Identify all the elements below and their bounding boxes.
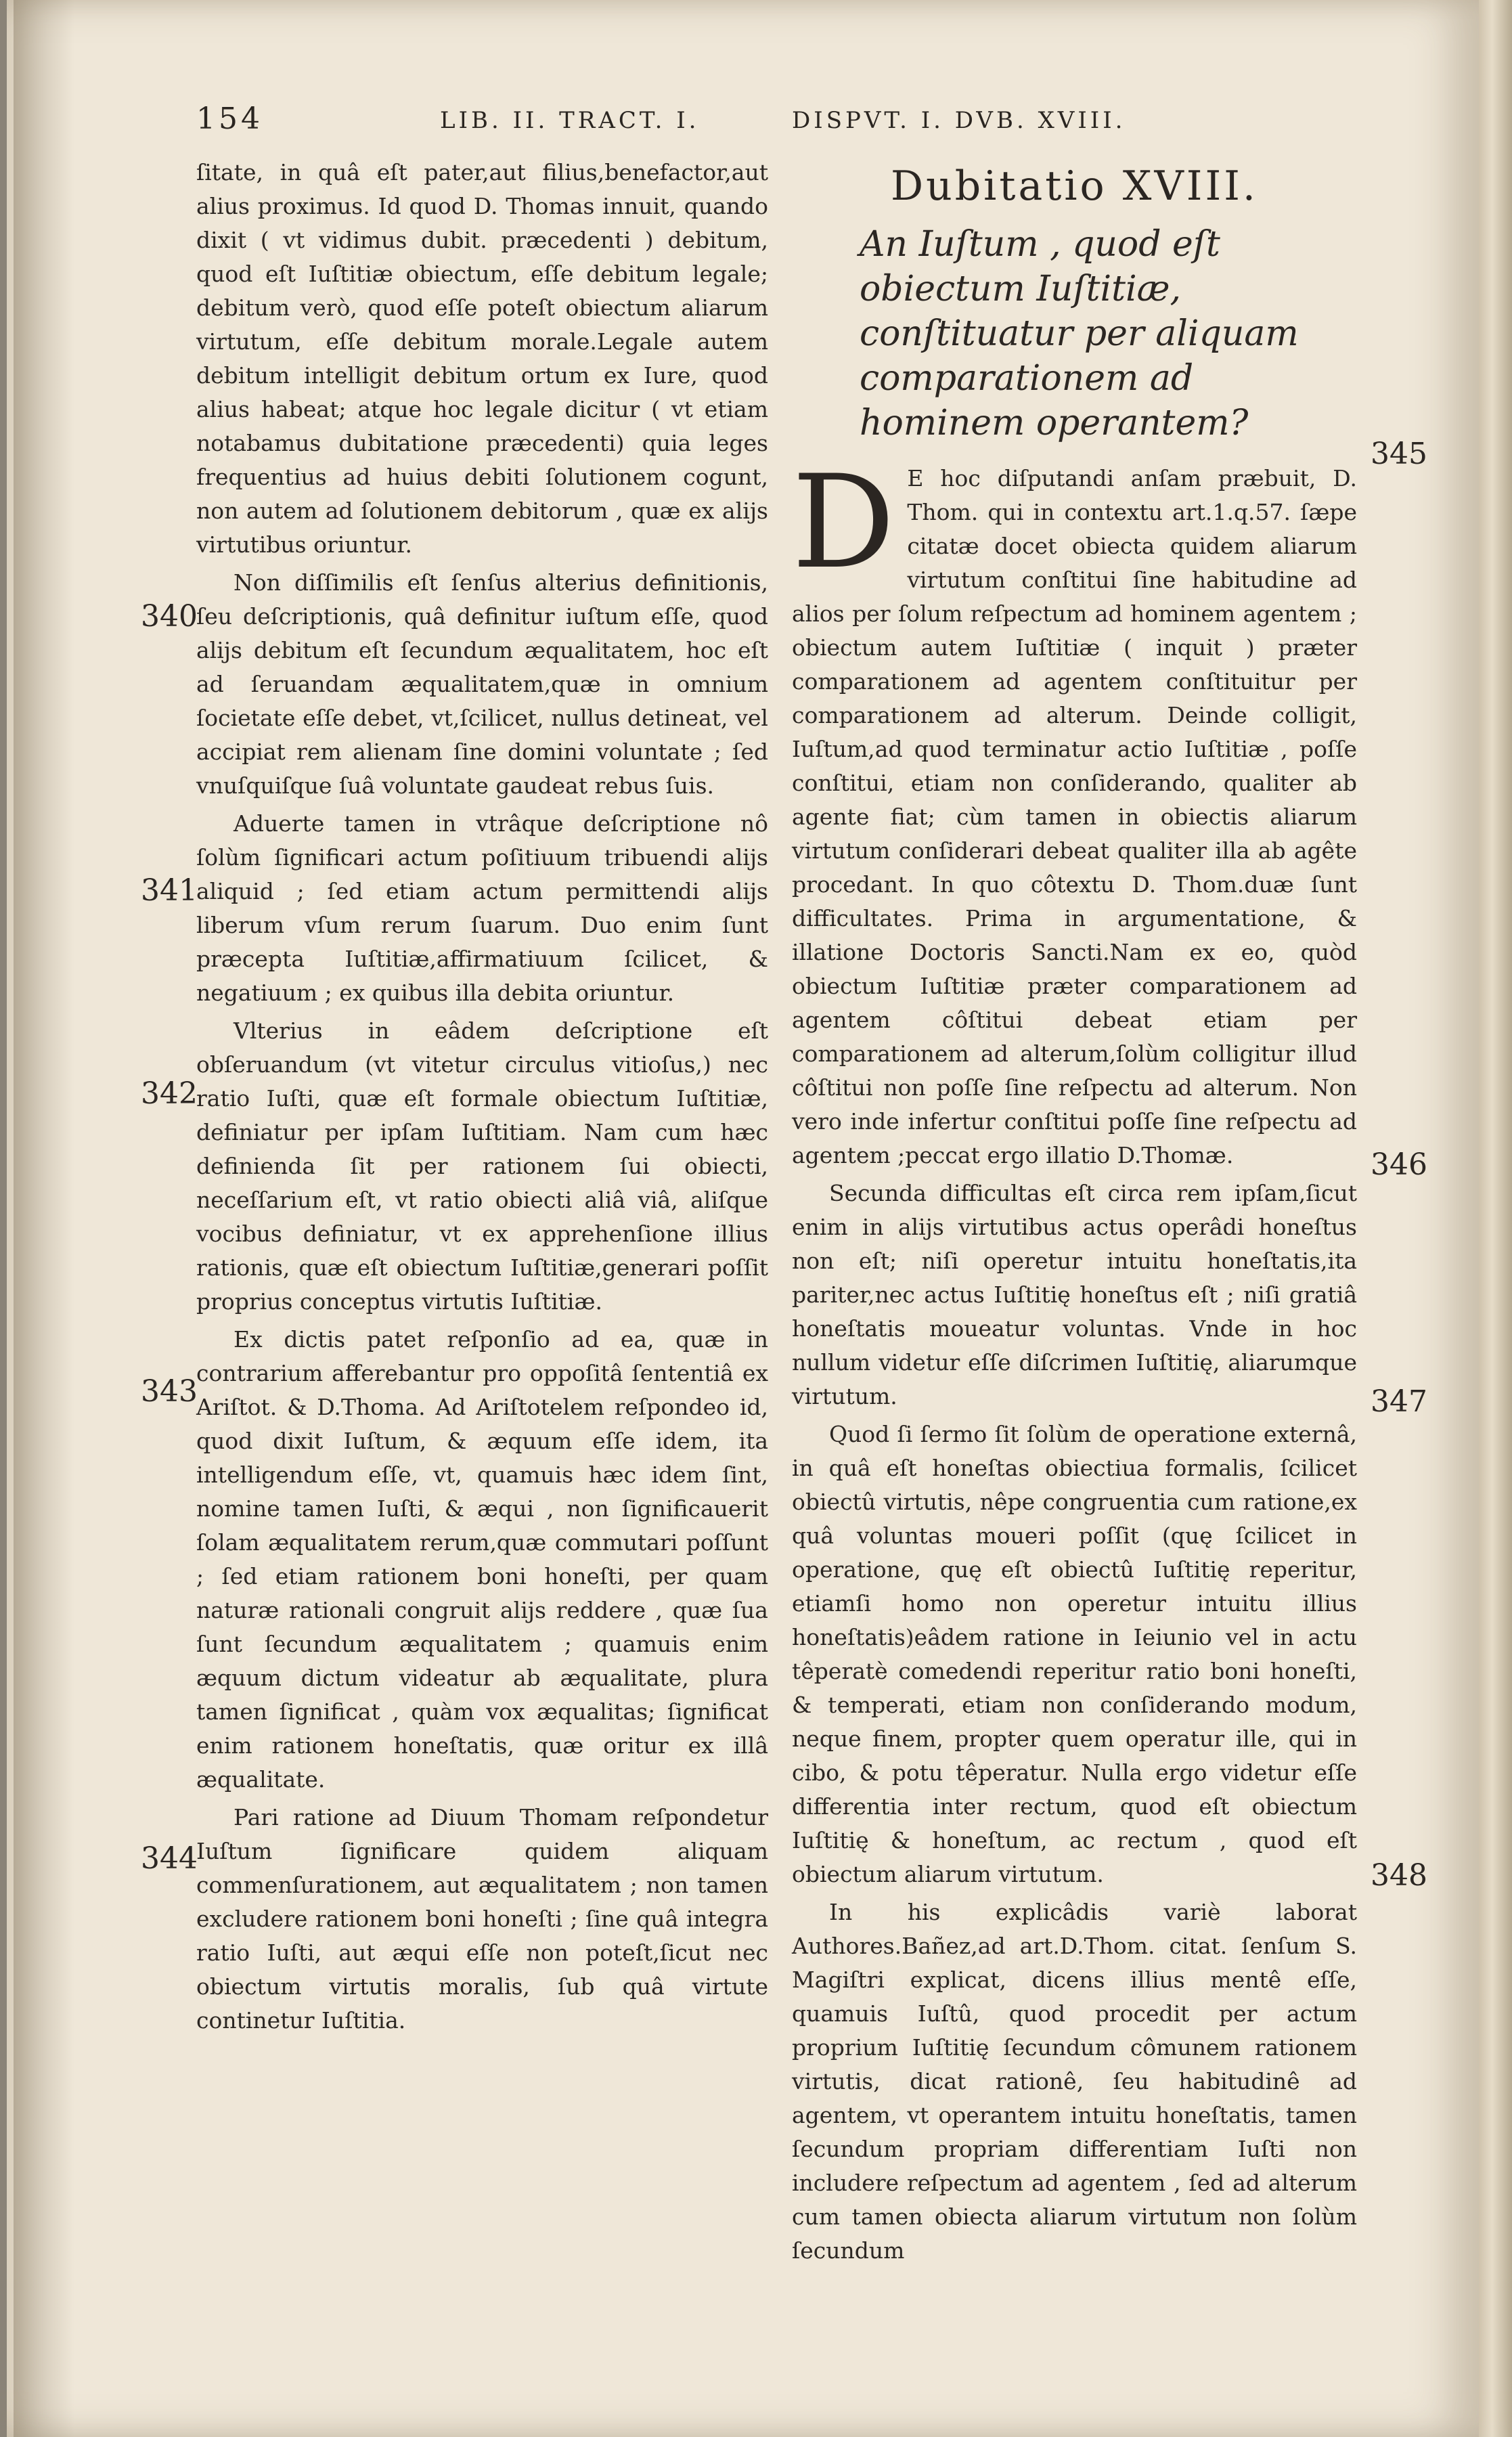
drop-cap: D: [792, 447, 895, 597]
left-column: [196, 156, 768, 2042]
margin-number: 345: [1371, 437, 1427, 471]
margin-number: 344: [141, 1841, 198, 1876]
paragraph-341: Aduerte tamen in vtrâque deſcriptione nô ſolùm ſignificari actum poſitiuum tribuendi alijs aliquid ; ſed etiam actum permittendi alijs liberum vſum rerum ſuarum. Duo enim ſunt præcepta Iuſtitiæ,affirmatiuum ſcilicet, & negatiuum ; ex quibus illa debita oriuntur.: [196, 810, 768, 1006]
paragraph-346: Secunda difficultas eſt circa rem ipſam,ſicut enim in alijs virtutibus actus operâdi honeſtus non eſt; niſi operetur intuitu honeſtatis,ita pariter,nec actus Iuſtitię honeſtus eſt ; niſi gratiâ honeſtatis moueatur voluntas. Vnde in hoc nullum videtur eſſe diſcrimen Iuſtitię, aliarumque virtutum.: [792, 1180, 1357, 1409]
paragraph-340: Non diſſimilis eſt ſenſus alterius definitionis, ſeu deſcriptionis, quâ definitur iuſtum eſſe, quod alijs debitum eſt ſecundum æqualitatem, hoc eſt ad ſeruandam æqualitatem,quæ in omnium ſocietate eſſe debet, vt,ſcilicet, nullus detineat, vel accipiat rem alienam ſine domini voluntate ; ſed vnuſquiſque ſuâ voluntate gaudeat rebus ſuis.: [196, 569, 768, 799]
page-number: 154: [196, 102, 263, 136]
paragraph: ſitate, in quâ eſt pater,aut filius,benefactor,aut alius proximus. Id quod D. Thomas innuit, quando dixit ( vt vidimus dubit. præcedenti ) debitum, quod eſt Iuſtitiæ obiectum, eſſe debitum legale; debitum verò, quod eſſe poteſt obiectum aliarum virtutum, eſſe debitum morale.Legale autem debitum intelligit debitum ortum ex Iure, quod alius habeat; atque hoc legale dicitur ( vt etiam notabamus dubitatione præcedenti) quia leges frequentius ad huius debiti ſolutionem cogunt, non autem ad ſolutionem debitorum , quæ ex alijs virtutibus oriuntur.: [196, 159, 768, 558]
margin-number: 347: [1371, 1384, 1427, 1419]
header-book-reference: LIB. II. TRACT. I.: [440, 107, 700, 134]
header-disputation-reference: DISPVT. I. DVB. XVIII.: [792, 107, 1126, 134]
paragraph-text: E hoc diſputandi anſam præbuit, D. Thom. qui in contextu art.1.q.57. ſæpe citatæ docet obiecta quidem aliarum virtutum conſtitui ſine habitudine ad alios per ſolum reſpectum ad hominem agentem ; obiectum autem Iuſtitiæ ( inquit ) præter comparationem ad agentem conſtituitur per comparationem ad alterum. Deinde colligit, Iuſtum,ad quod terminatur actio Iuſtitiæ , poſſe conſtitui, etiam non conſiderando, qualiter ab agente fiat; cùm tamen in obiectis aliarum virtutum conſiderari debeat qualiter illa ab agête procedant. In quo côtextu D. Thom.duæ ſunt difficultates. Prima in argumentatione, & illatione Doctoris Sancti.Nam ex eo, quòd obiectum Iuſtitiæ præter comparationem ad agentem côſtitui debeat etiam per comparationem ad alterum,ſolùm colligitur illud côſtitui non poſſe ſine reſpectu ad alterum. Non vero inde infertur conſtitui poſſe ſine reſpectu ad agentem ;peccat ergo illatio D.Thomæ.: [792, 465, 1357, 1168]
margin-number: 343: [141, 1374, 198, 1409]
margin-number: 342: [141, 1076, 198, 1111]
running-header: [196, 102, 1225, 149]
right-column: [792, 156, 1357, 2272]
page-edge-right: [1479, 0, 1512, 2437]
paragraph-344: Pari ratione ad Diuum Thomam reſpondetur Iuſtum ſignificare quidem aliquam commenſurationem, aut æqualitatem ; non tamen excludere rationem boni honeſti ; ſine quâ integra ratio Iuſti, aut æqui eſſe non poteſt,ſicut nec obiectum virtutis moralis, ſub quâ virtute continetur Iuſtitia.: [196, 1804, 768, 2034]
paragraph-347: Quod ſi ſermo ſit ſolùm de operatione externâ, in quâ eſt honeſtas obiectiua formalis, ſcilicet obiectû virtutis, nêpe congruentia cum ratione,ex quâ voluntas moueri poſſit (quę ſcilicet in operatione, quę eſt obiectû Iuſtitię reperitur, etiamſi homo non operetur intuitu illius honeſtatis)eâdem ratione in Ieiunio vel in actu têperatè comedendi reperitur ratio boni honeſti, & temperati, etiam non conſiderando modum, neque finem, propter quem operatur ille, qui in cibo, & potu têperatur. Nulla ergo videtur eſſe differentia inter rectum, quod eſt obiectum Iuſtitię & honeſtum, ac rectum , quod eſt obiectum aliarum virtutum.: [792, 1421, 1357, 1887]
page-fold-shadow: [14, 0, 74, 2437]
paragraph-343: Ex dictis patet reſponſio ad ea, quæ in contrarium afferebantur pro oppoſitâ ſententiâ ex Ariſtot. & D.Thoma. Ad Ariſtotelem reſpondeo id, quod dixit Iuſtum, & æquum eſſe idem, ita intelligendum eſſe, vt, quamuis hæc idem ſint, nomine tamen Iuſti, & æqui , non ſignificauerit ſolam æqualitatem rerum,quæ commutari poſſunt ; ſed etiam rationem boni honeſti, per quam naturæ rationali congruit alijs reddere , quæ ſua ſunt ſecundum æqualitatem ; quamuis enim æquum dictum videatur ab æqualitate, plura tamen ſignificat , quàm vox æqualitas; ſignificat enim rationem honeſtatis, quæ oritur ex illâ æqualitate.: [196, 1326, 768, 1793]
margin-number: 340: [141, 599, 198, 634]
paragraph-342: Vlterius in eâdem deſcriptione eſt obſeruandum (vt vitetur circulus vitioſus,) nec ratio Iuſti, quæ eſt formale obiectum Iuſtitiæ, definiatur per ipſam Iuſtitiam. Nam cum hæc definienda ſit per rationem ſui obiecti, neceſſarium eſt, vt ratio obiecti aliâ viâ, aliſque vocibus definiatur, vt ex apprehenſione illius rationis, quæ eſt obiectum Iuſtitiæ,generari poſſit proprius conceptus virtutis Iuſtitiæ.: [196, 1017, 768, 1315]
paragraph-348: In his explicâdis variè laborat Authores.Bañez,ad art.D.Thom. citat. ſenſum S. Magiſtri explicat, dicens illius mentê eſſe, quamuis Iuſtû, quod procedit per actum proprium Iuſtitię ſecundum cômunem rationem virtutis, dicat rationê, ſeu habitudinê ad agentem, vt operantem intuitu honeſtatis, tamen ſecundum propriam differentiam Iuſti non includere reſpectum ad agentem , ſed ad alterum cum tamen obiecta aliarum virtutum non ſolùm ſecundum: [792, 1899, 1357, 2264]
margin-number: 341: [141, 873, 198, 908]
margin-number: 346: [1371, 1147, 1427, 1182]
paragraph-345: [792, 447, 1357, 1172]
section-title: Dubitatio XVIII.: [891, 162, 1258, 210]
section-question: An Iuſtum , quod eſt obiectum Iuſtitiæ, conſtituatur per aliquam comparationem ad hominem operantem?: [860, 224, 1299, 443]
margin-number: 348: [1371, 1858, 1427, 1893]
